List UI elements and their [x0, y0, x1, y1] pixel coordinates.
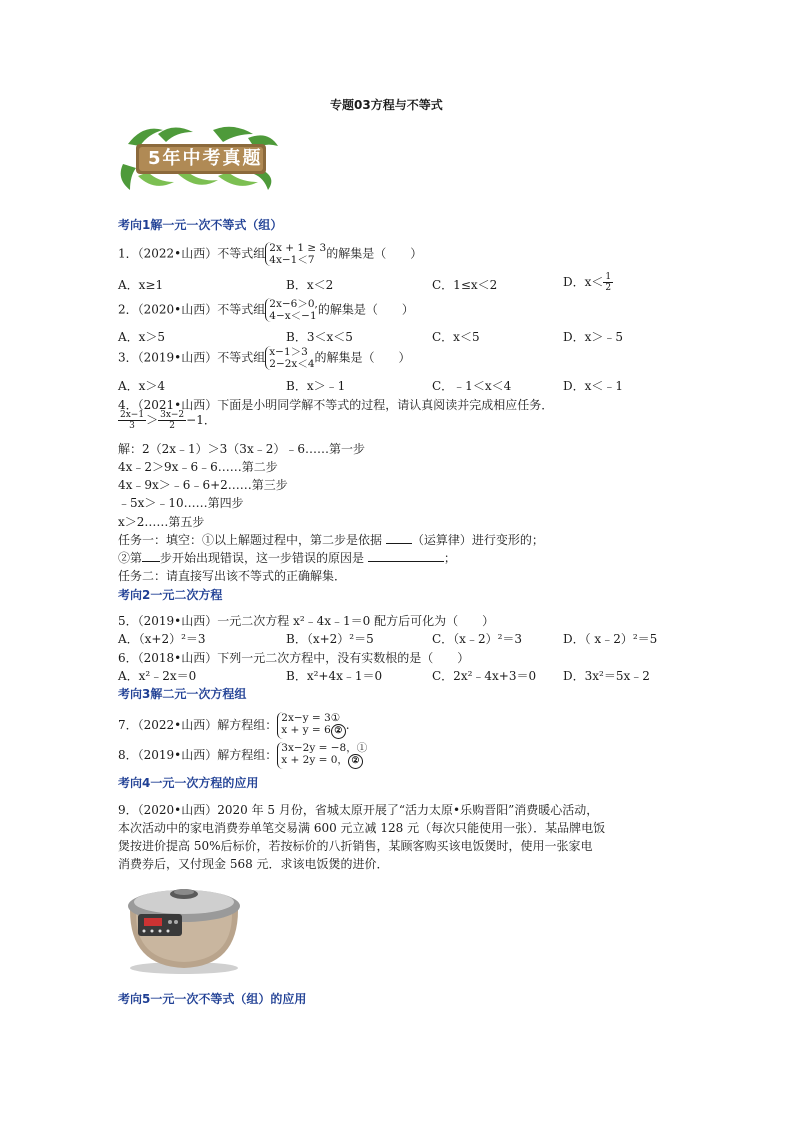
q6-option-d: D．3x²＝5x﹣2	[563, 669, 650, 683]
q4-step-4: ﹣5x＞﹣10……第四步	[118, 496, 244, 510]
rice-cooker-image	[122, 880, 244, 976]
q3-prefix: 3．（2019•山西）不等式组	[118, 350, 266, 365]
q4-inequality: $\frac{2x-1}{3}$ ＞ $\frac{3x-2}{2}$ −1．	[120, 410, 216, 431]
q1-prefix: 1．（2022•山西）不等式组	[118, 246, 266, 261]
question-3	[118, 346, 411, 370]
q3-suffix: 的解集是（ ）	[314, 350, 411, 365]
q6-option-c: C．2x²﹣4x+3＝0	[432, 669, 537, 683]
question-2	[118, 298, 414, 322]
q4-task-1b: ②第 步开始出现错误，这一步错误的原因是 ；	[118, 551, 456, 565]
q5-option-b: B．（x+2）²＝5	[286, 632, 374, 646]
section-heading-2: 考向2一元二次方程	[118, 588, 223, 602]
q4-task-2: 任务二：请直接写出该不等式的正确解集．	[118, 569, 347, 583]
q4-step-1: 解：2（2x﹣1）＞3（3x﹣2）﹣6……第一步	[118, 442, 365, 456]
q6-option-b: B．x²+4x﹣1＝0	[286, 669, 383, 683]
q1-system: 2x + 1 ≥ 3 4x−1＜7	[265, 242, 326, 266]
q9-line-4: 消费券后，又付现金 568 元．求该电饭煲的进价．	[118, 857, 389, 871]
q6-option-a: A．x²﹣2x＝0	[118, 669, 197, 683]
q1-option-d: D．x＜ $\frac{1}{2}$	[563, 272, 612, 293]
q2-suffix: 的解集是（ ）	[317, 302, 414, 317]
q3-option-d: D．x＜﹣1	[563, 379, 624, 393]
question-4-stem: 4．（2021•山西）下面是小明同学解不等式的过程，请认真阅读并完成相应任务．	[118, 398, 554, 412]
q3-option-c: C．﹣1＜x＜4	[432, 379, 512, 393]
q1-option-a: A．x≥1	[118, 278, 164, 292]
q4-task-1: 任务一：填空：①以上解题过程中，第二步是依据 （运算律）进行变形的；	[118, 533, 544, 547]
q4-step-5: x＞2……第五步	[118, 515, 205, 529]
section-heading-3: 考向3解二元一次方程组	[118, 687, 247, 701]
banner-text: 5年中考真题	[148, 148, 263, 169]
question-5-stem: 5．（2019•山西）一元二次方程 x²﹣4x﹣1＝0 配方后可化为（ ）	[118, 614, 495, 628]
q4-step-2: 4x﹣2＞9x﹣6﹣6……第二步	[118, 460, 278, 474]
q2-system: 2x−6＞0, 4−x＜−1	[265, 298, 318, 322]
section-heading-1: 考向1解一元一次不等式（组）	[118, 218, 283, 232]
q3-option-b: B．x＞﹣1	[286, 379, 346, 393]
q2-prefix: 2．（2020•山西）不等式组	[118, 302, 266, 317]
q9-line-3: 煲按进价提高 50%后标价，若按标价的八折销售，某顾客购买该电饭煲时，使用一张家电	[118, 839, 593, 853]
q5-option-a: A．（x+2）²＝3	[118, 632, 206, 646]
page-title: 专题03方程与不等式	[330, 98, 443, 112]
question-6-stem: 6．（2018•山西）下列一元二次方程中，没有实数根的是（ ）	[118, 651, 470, 665]
q4-step-3: 4x﹣9x＞﹣6﹣6+2……第三步	[118, 478, 288, 492]
q2-option-a: A．x＞5	[118, 330, 166, 344]
q8-system: 3x−2y = −8，① x + 2y = 0， ②	[277, 742, 367, 769]
question-8: 8．（2019•山西）解方程组： 3x−2y = −8，① x + 2y = 0， ②	[118, 742, 367, 769]
q1-option-b: B．x＜2	[286, 278, 334, 292]
section-heading-4: 考向4一元一次方程的应用	[118, 776, 259, 790]
question-1	[118, 242, 422, 266]
q2-option-d: D．x＞﹣5	[563, 330, 624, 344]
q3-system: x−1＞3 2−2x＜4	[265, 346, 314, 370]
q1-option-c: C．1≤x＜2	[432, 278, 498, 292]
q2-option-c: C．x＜5	[432, 330, 480, 344]
q7-system: 2x−y = 3① x + y = 6 ②	[277, 712, 345, 739]
q5-option-d: D．（ x﹣2）²＝5	[563, 632, 658, 646]
section-heading-5: 考向5一元一次不等式（组）的应用	[118, 992, 307, 1006]
q9-line-2: 本次活动中的家电消费券单笔交易满 600 元立减 128 元（每次只能使用一张）．某品牌电饭	[118, 821, 606, 835]
q1-suffix: 的解集是（ ）	[326, 246, 423, 261]
q3-option-a: A．x＞4	[118, 379, 166, 393]
q9-line-1: 9．（2020•山西）2020 年 5 月份，省城太原开展了“活力太原•乐购晋阳”消费暖心活动，	[118, 803, 599, 817]
q5-option-c: C．（x﹣2）²＝3	[432, 632, 523, 646]
question-7: 7．（2022•山西）解方程组： 2x−y = 3① x + y = 6 ② .	[118, 712, 350, 739]
q2-option-b: B．3＜x＜5	[286, 330, 353, 344]
